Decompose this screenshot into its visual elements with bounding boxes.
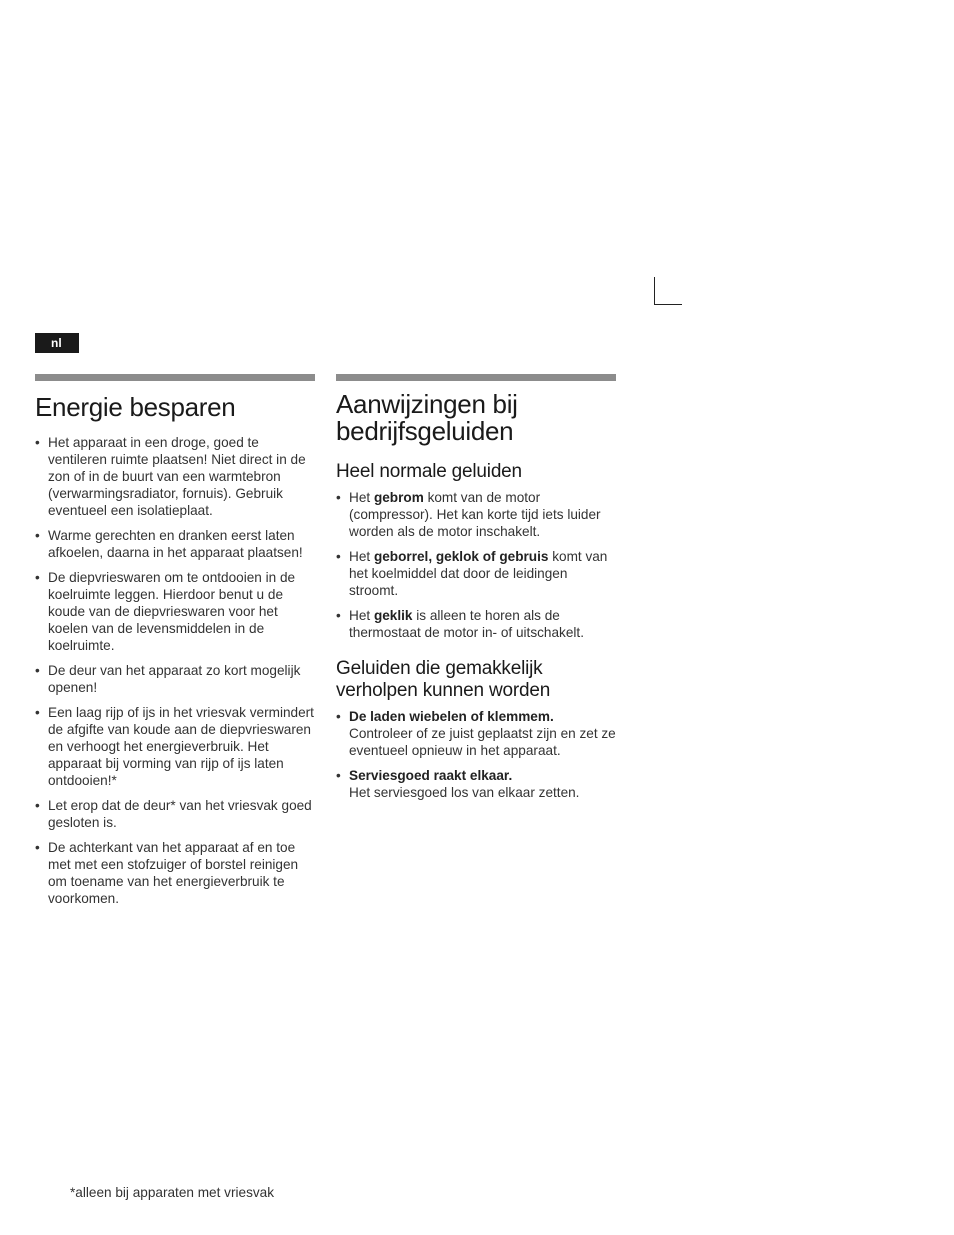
normal-noises-heading: Heel normale geluiden [336,461,522,482]
fixable-noises-heading: Geluiden die gemakkelijk verholpen kunnen worden [336,658,551,701]
energy-saving-section [35,374,315,907]
list-item: • De diepvrieswaren om te ontdooien in de koelruimte leggen. Hierdoor benut u de koude van de diepvrieswaren voor het koelen van de levensmiddelen in de koelruimte. [35,569,315,654]
energy-saving-list [35,434,315,907]
footnote: *alleen bij apparaten met vriesvak [70,1185,275,1200]
list-item: • De laden wiebelen of klemmem. Controleer of ze juist geplaatst zijn en zet ze eventueel opnieuw in het apparaat. [336,708,616,759]
operating-noises-title: Aanwijzingen bij bedrijfsgeluiden [336,389,518,446]
list-item: • Warme gerechten en dranken eerst laten afkoelen, daarna in het apparaat plaatsen! [35,527,315,561]
normal-noises-list [336,489,616,641]
section-bar [35,374,315,381]
list-item: • De achterkant van het apparaat af en toe met met een stofzuiger of borstel reinigen om toename van het energieverbruik te voorkomen. [35,839,315,907]
list-item: • De deur van het apparaat zo kort mogelijk openen! [35,662,315,696]
crop-mark [654,277,682,305]
list-item: • Een laag rijp of ijs in het vriesvak vermindert de afgifte van koude aan de diepvrieswaren en verhoogt het energieverbruik. Het apparaat bij vorming van rijp of ijs laten ontdooien!* [35,704,315,789]
list-item: • Het gebrom komt van de motor (compressor). Het kan korte tijd iets luider worden als de motor inschakelt. [336,489,616,540]
list-item: • Het geborrel, geklok of gebruis komt van het koelmiddel dat door de leidingen stroomt. [336,548,616,599]
list-item: • Het geklik is alleen te horen als de thermostaat de motor in- of uitschakelt. [336,607,616,641]
language-badge: nl [35,333,79,353]
list-item: • Het apparaat in een droge, goed te ventileren ruimte plaatsen! Niet direct in de zon of in de buurt van een warmtebron (verwarmingsradiator, fornuis). Gebruik eventueel een isolatieplaat. [35,434,315,519]
operating-noises-section [336,374,616,801]
energy-saving-title: Energie besparen [35,392,236,422]
section-bar [336,374,616,381]
list-item: • Serviesgoed raakt elkaar. Het serviesgoed los van elkaar zetten. [336,767,616,801]
list-item: • Let erop dat de deur* van het vriesvak goed gesloten is. [35,797,315,831]
fixable-noises-list [336,708,616,801]
